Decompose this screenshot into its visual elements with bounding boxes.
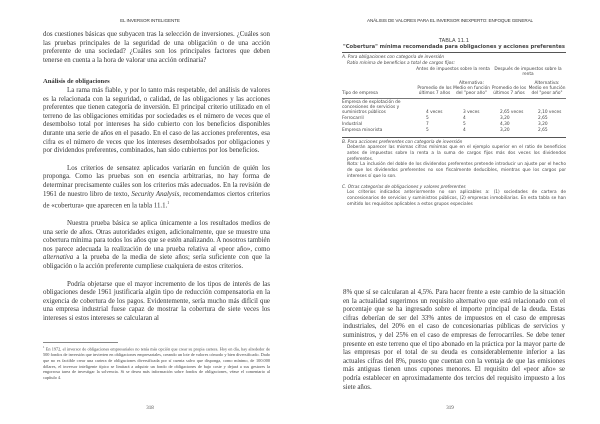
paragraph-text: Nuestra prueba básica se aplica únicamente a los resultados medios de una serie de años. Otras autoridades exigen, adicionalmente, que se muestre una cobertura mínima para todos los años que se estén analizando. A nosotros también nos parece adecuada la realización de una prueba relativa al «peor año», como xyxy=(43,219,270,253)
table-number: TABLA 11.1 xyxy=(438,38,470,44)
footnote-ref[interactable]: 1 xyxy=(167,200,170,206)
cell: 4 veces xyxy=(426,110,443,116)
column-header: Tipo de empresa xyxy=(342,91,378,97)
paragraph-text: Los criterios de sensatez aplicados variarán en función de quién los proponga. Como las pruebas son en esencia arbitrarias, no hay forma de determinar precisamente cuáles son los criterios más adecuados. En la revisión de 1961 de nuestro libro de texto, xyxy=(43,164,270,198)
column-header: Promedio de los últimos 7 años xyxy=(417,86,452,97)
group-header-before-tax: Antes de impuestos sobre la renta xyxy=(416,67,490,73)
section-c-body: Los criterios indicados anteriormente no son aplicables a: (1) sociedades de cartera de concesionarios de servicios y suministros públicos, (2) empresas inmobiliarias. En esta tabla se han omitido los requisitos aplicables a estos grupos especiales xyxy=(347,190,566,208)
coverage-table xyxy=(342,38,566,208)
footnote-marker: 1 xyxy=(43,345,45,349)
section-rule xyxy=(342,137,566,138)
paragraph-text: a la prueba de la media de siete años; sería suficiente con que la obligación o la acción preferente cumpliese cualquiera de estos criterios. xyxy=(43,254,270,270)
cell: 3,20 xyxy=(500,128,510,134)
footnote-text: En 1972, el inversor de obligaciones empresariales no tenía más opción que crear su propia cartera. Hoy en día, hay alrededor de 500 fondos de inversión que invierten en obligaciones empresariales, creando un lote de valores cómodo y bien diversificado. Dado que no es factible crear una cartera de obligaciones diversificada por sí cuenta salvo que disponga, como mínimo, de 100.000 dólares, el inversor inteligente típico se limitará a adquirir un fondo de obligaciones de bajo coste y dejará a sus gestores la engorrosa tarea de investigar la solvencia. Si se desea más información sobre fondos de obligaciones, véase el comentario al capítulo 4. xyxy=(43,346,270,380)
table-row xyxy=(342,128,566,134)
book-title: Security Analysis, xyxy=(131,190,181,198)
table-title: "Cobertura" mínima recomendada para obligaciones y acciones preferentes xyxy=(343,44,565,50)
page-number-right: 319 xyxy=(446,406,454,411)
paragraph xyxy=(43,165,270,211)
column-header: Promedio de los últimos 7 años xyxy=(491,86,527,97)
row-label: Empresa de explotación de concesiones de servicios y suministros públicos xyxy=(342,99,401,116)
group-header-after-tax: Después de impuestos sobre la renta xyxy=(494,67,562,78)
paragraph-text: recomendamos ciertos criterios de «cobertura» que aparecen en la tabla 11.1. xyxy=(43,190,271,210)
cell: 7 xyxy=(426,122,429,128)
cell: 5 xyxy=(426,115,429,121)
section-a-title: A. Para obligaciones con categoría de inversión xyxy=(342,55,445,60)
section-c-title: C. Otras categorías de obligaciones y valores preferentes xyxy=(342,184,466,190)
cell: 3,20 xyxy=(538,122,548,128)
section-heading: Análisis de obligaciones xyxy=(43,78,110,86)
note-text: La inclusión del doble de los dividendos preferentes pretende introducir un ajuste por el hecho de que los dividendos preferentes no son fiscalmente deducibles, mientras que los cargos por intereses sí que lo son. xyxy=(347,162,566,180)
header-rule xyxy=(342,98,566,99)
intro-paragraph: dos cuestiones básicas que subyacen tras la selección de inversiones. ¿Cuáles son las pruebas principales de la seguridad de una obligación o de una acción preferente de una sociedad? ¿Cuáles son los principales factores que deben tenerse en cuenta a la hora de valorar una acción ordinaria? xyxy=(43,31,270,64)
cell: 4 xyxy=(463,128,466,134)
running-head-right: ANÁLISIS DE VALORES PARA EL INVERSOR INEXPERTO: ENFOQUE GENERAL xyxy=(366,18,534,23)
table-group-headers xyxy=(342,67,566,78)
running-head-left: EL INVERSOR INTELIGENTE xyxy=(120,18,180,23)
cell: 2,10 veces xyxy=(538,110,562,116)
row-label: Empresa minorista xyxy=(342,128,383,134)
section-b-note xyxy=(342,162,566,179)
cell: 3 veces xyxy=(463,110,480,116)
table-column-headers xyxy=(342,81,566,97)
section-a-subtitle: Ratio mínima de beneficios a total de cargos fijos: xyxy=(347,60,455,66)
cell: 4 xyxy=(463,115,466,121)
column-header: Alternativa: Medio en función del "peor año" xyxy=(528,80,566,97)
cell: 2,65 xyxy=(538,115,548,121)
cell: 3,20 xyxy=(500,115,510,121)
row-label: Industrial xyxy=(342,122,363,128)
right-body xyxy=(343,289,565,392)
note-label: Nota: xyxy=(347,162,359,168)
paragraph: 8% que sí se calcularan al 4,5%. Para hacer frente a este cambio de la situación en la actualidad sugerimos un requisito alternativo que está relacionado con el porcentaje que se ha ingresado sobre el importe principal de la deuda. Estas cifras deberían de ser del 33% antes de impuestos en el caso de empresas industriales, del 20% en el caso de concesionarias públicas de servicios y suministros, y del 25% en el caso de empresas de ferrocarriles. Se debe tener presente en este terreno que el tipo abonado en la práctica por la mayor parte de las empresas por el total de su deuda es considerablemente inferior a las actuales cifras del 8%, puesto que cuentan con la ventaja de que las emisiones más antiguas tienen unos cupones menores. El requisito del «peor año» se podría establecer en aproximadamente dos tercios del requisito impuesto a los siete años. xyxy=(343,289,565,391)
footnote xyxy=(43,345,270,381)
cell: 5 xyxy=(463,122,466,128)
table-row xyxy=(342,100,566,116)
cell: 2,65 veces xyxy=(500,110,524,116)
page-number-left: 318 xyxy=(146,406,154,411)
left-body xyxy=(43,31,270,324)
paragraph xyxy=(43,220,270,272)
paragraph: Podría objetarse que el mayor incremento de los tipos de interés de las obligaciones desde 1961 justificaría algún tipo de reducción compensatoria en la exigencia de cobertura de los pagos. Evidentemente, sería mucho más difícil que una empresa industrial fuese capaz de mostrar la cobertura de siete veces los intereses si estos intereses se calcularan al xyxy=(43,280,270,322)
cell: 5 xyxy=(426,128,429,134)
section-b-body: Deberán aparecer las mismas cifras mínimas que en el ejemplo superior en el ratio de beneficios antes de impuestos sobre la renta a la suma de cargos fijos más dos veces los dividendos preferentes. xyxy=(347,145,566,162)
cell: 2,65 xyxy=(538,128,548,134)
column-header: Alternativa: Medio en función del "peor año" xyxy=(453,80,490,97)
paragraph: La rama más fiable, y por lo tanto más respetable, del análisis de valores es la relacionada con la seguridad, o calidad, de las obligaciones y las acciones preferentes que tienen categoría de inversión. El principal criterio utilizado en el terreno de las obligaciones emitidas por sociedades es el número de veces que el desembolso total por intereses ha sido cubierto con los beneficios disponibles durante una serie de años en el pasado. En el caso de las acciones preferentes, esa cifra es el número de veces que los intereses desembolsados por obligaciones y por dividendos preferentes, combinados, han sido cubiertos por los beneficios. xyxy=(43,86,270,155)
cell: 4,30 xyxy=(500,122,510,128)
table-top-rule xyxy=(342,52,566,53)
section-b-title: B. Para acciones preferentes con categoría de inversión xyxy=(342,139,463,145)
row-label: Ferrocarril xyxy=(342,115,364,121)
footnote-divider xyxy=(43,342,118,343)
emphasis: alternativa xyxy=(43,254,74,262)
